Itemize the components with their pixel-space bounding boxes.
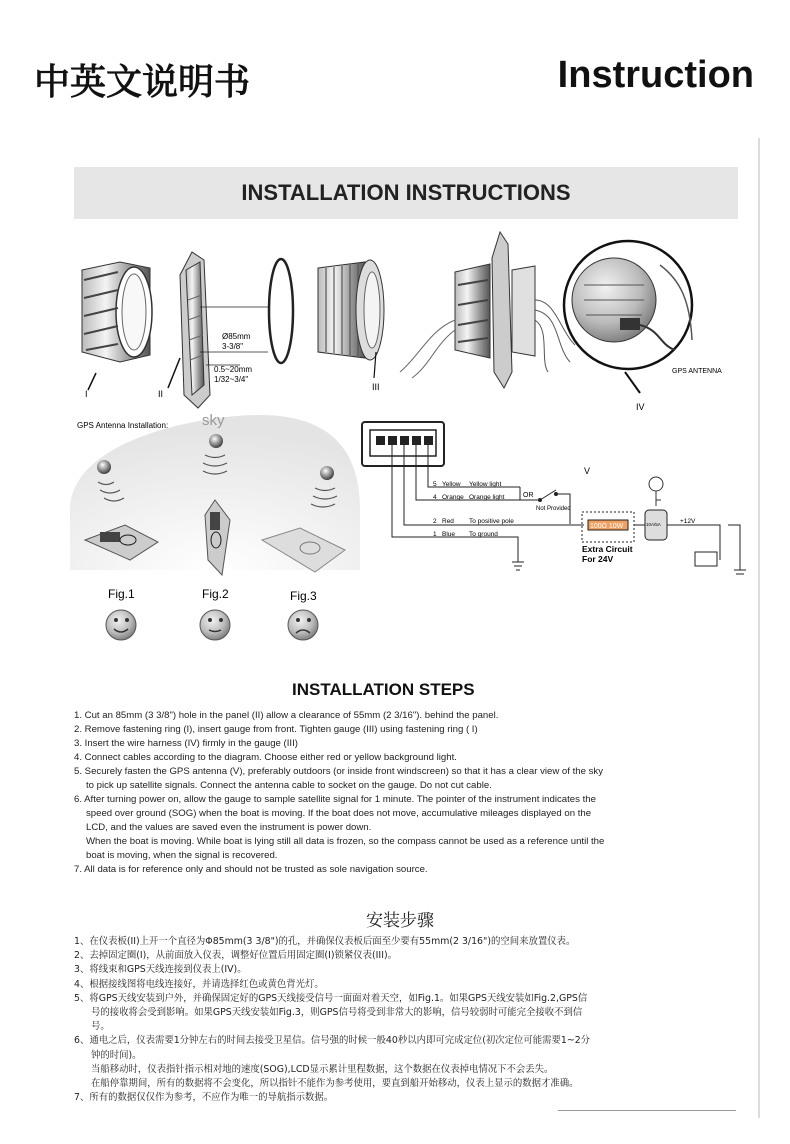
part-i-label: I [85,389,88,399]
installation-steps-chinese [74,935,694,1105]
step-6-cont-1: speed over ground (SOG) when the boat is moving. If the boat does not move, accumulative mileages displayed on the [86,808,592,819]
plus-12v-label: +12V [680,518,696,525]
fig1-label: Fig.1 [108,587,135,601]
wire5-number: 5 [433,481,437,488]
cn-step-6-cont-1: 钟的时间)。 [91,1049,142,1061]
installation-steps-heading: INSTALLATION STEPS [292,680,475,699]
part-iii-label: III [372,382,380,392]
step-4: 4. Connect cables according to the diagram. Choose either red or yellow background light. [74,752,457,763]
neutral-face-icon [200,610,230,640]
panel-thickness-label: 0.5~20mm [214,365,253,374]
wire1-color: Blue [442,531,456,538]
cn-step-6-cont-3: 在船停靠期间，所有的数据将不会变化，所以指针不能作为参考使用，要直到船开始移动，仪表上显示的数据才准确。 [91,1078,579,1090]
wire4-color: Orange [442,494,464,501]
satellite-right [320,466,334,480]
o-ring-illustration [269,259,293,363]
cn-step-2: 2、去掉固定圈(I)，从前面放入仪表，调整好位置后用固定圈(I)锁紧仪表(III)。 [74,950,397,962]
step-3: 3. Insert the wire harness (IV) firmly in the gauge (III) [74,738,298,749]
cn-step-5: 5、将GPS天线安装到户外，并确保固定好的GPS天线接受信号一面面对着天空，如Fig.1。如果GPS天线安装如Fig.2,GPS信 [74,992,588,1004]
installation-diagram [0,220,760,670]
wire5-color: Yellow [442,481,461,488]
for-24v-label: For 24V [582,554,614,564]
installation-steps-heading-chinese: 安装步骤 [366,911,434,931]
sad-face-icon [288,610,318,640]
or-label: OR [523,492,534,499]
step-1: 1. Cut an 85mm (3 3/8") hole in the panel (II) allow a clearance of 55mm (2 3/16"). behind the panel. [74,710,499,721]
part-iv-label: IV [636,402,645,412]
panel-illustration [168,252,268,408]
resistor-label: 100Ω 10W [590,523,624,530]
gps-install-label: GPS Antenna Installation: [77,421,169,430]
cn-step-5-cont-1: 号的接收将会受到影响。如果GPS天线安装如Fig.3，则GPS信号将受到非常大的影响，信号较弱时可能完全接收不到信 [91,1007,583,1019]
fig3-label: Fig.3 [290,589,317,603]
step-6-cont-3: When the boat is moving. While boat is lying still all data is frozen, so the compass cannot be used as a reference until the [86,836,605,847]
wire1-number: 1 [433,531,437,538]
cn-step-7: 7、所有的数据仅仅作为参考，不应作为唯一的导航指示数据。 [74,1092,334,1104]
wire1-description: To ground [469,531,498,538]
step-6-cont-4: boat is moving, when the signal is recovered. [86,850,278,861]
fig2-label: Fig.2 [202,587,229,601]
part-v-label: V [584,466,591,476]
extra-circuit-label: Extra Circuit [582,544,633,554]
cn-step-6-cont-2: 当船移动时，仪表指针指示相对地的速度(SOG),LCD显示累计里程数据，这个数据在仪表掉电情况下不会丢失。 [91,1063,554,1075]
not-provided-label: Not Provided [536,506,571,512]
cn-step-1: 1、在仪表板(II)上开一个直径为Φ85mm(3 3/8")的孔，并确保仪表板后面至少要有55mm(2 3/16")的空间来放置仪表。 [74,936,576,947]
happy-face-icon [106,610,136,640]
assembled-gauge-illustration [400,232,575,388]
gps-antenna-label: GPS ANTENNA [672,368,722,375]
gauge-body-illustration [318,260,384,378]
satellite-center [209,434,223,448]
cn-step-5-cont-2: 号。 [91,1021,110,1033]
step-7: 7. All data is for reference only and should not be trusted as sole navigation source. [74,864,428,875]
hole-dimension-label: Ø85mm [222,332,251,341]
hole-dimension-inch-label: 3-3/8" [222,342,244,351]
step-6: 6. After turning power on, allow the gauge to sample satellite signal for 1 minute. The pointer of the instrument indicates the [74,794,596,805]
cn-step-3: 3、将线束和GPS天线连接到仪表上(IV)。 [74,964,247,976]
wire4-description: Orange light [469,494,505,501]
wire4-number: 4 [433,494,437,501]
step-5: 5. Securely fasten the GPS antenna (V), preferably outdoors (or inside front windscreen) so that it has a clear view of the sky [74,766,603,777]
cn-step-6: 6、通电之后，仪表需要1分钟左右的时间去接受卫星信。信号强的时候一般40秒以内即可完成定位(初次定位可能需要1~2分 [74,1035,591,1047]
wire2-color: Red [442,518,454,525]
wiring-diagram [362,422,746,574]
instructions-banner [74,167,738,219]
installation-steps-english [74,709,714,877]
bottom-divider [558,1110,736,1111]
step-5-cont: to pick up satellite signals. Connect the antenna cable to socket on the gauge. Do not cut cable. [86,780,492,791]
page-title-chinese: 中英文说明书 [34,62,251,103]
part-ii-label: II [158,389,164,399]
panel-thickness-inch-label: 1/32~3/4" [214,375,249,384]
wire5-description: Yellow light [469,481,502,488]
fuse-label: 10A/5A [646,522,661,527]
step-2: 2. Remove fastening ring (I), insert gauge from front. Tighten gauge (III) using fastening ring ( I) [74,724,478,735]
satellite-left [97,460,111,474]
wire2-description: To positive pole [469,518,514,525]
fastening-ring-illustration [82,262,152,390]
cn-step-4: 4、根据接线图将电线连接好，并请选择红色或黄色背光灯。 [74,978,324,990]
step-6-cont-2: LCD, and the values are saved even the instrument is power down. [86,822,372,833]
sky-label: sky [202,412,225,429]
banner-title: INSTALLATION INSTRUCTIONS [241,180,571,205]
wire2-number: 2 [433,518,437,525]
page-title-english: Instruction [557,54,754,96]
